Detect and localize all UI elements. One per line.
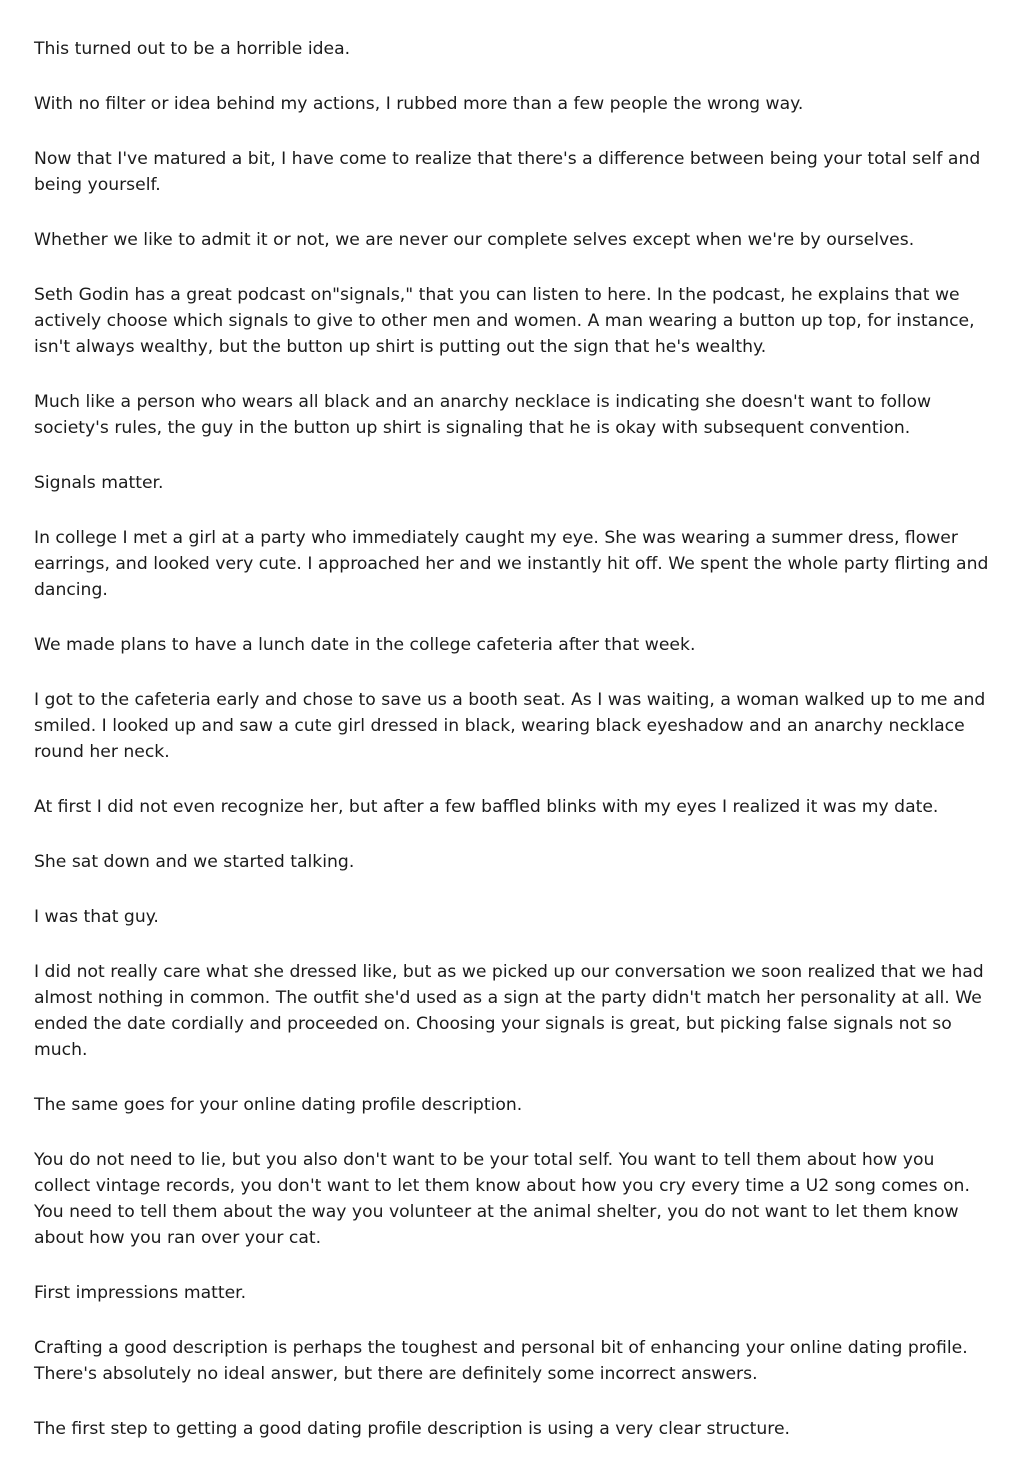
paragraph: This turned out to be a horrible idea. xyxy=(34,39,351,59)
paragraph: The same goes for your online dating profile description. xyxy=(34,1095,523,1115)
paragraph: The first step to getting a good dating profile description is using a very clear structure. xyxy=(34,1419,791,1439)
paragraph: With no filter or idea behind my actions, I rubbed more than a few people the wrong way. xyxy=(34,94,804,114)
paragraph: We made plans to have a lunch date in the college cafeteria after that week. xyxy=(34,635,696,655)
paragraph: In college I met a girl at a party who immediately caught my eye. She was wearing a summer dress, flower earrings, and looked very cute. I approached her and we instantly hit off. We spent the whole party flirting and dancing. xyxy=(34,528,989,600)
document-body xyxy=(34,36,994,1471)
paragraph: She sat down and we started talking. xyxy=(34,852,355,872)
paragraph: Now that I've matured a bit, I have come to realize that there's a difference between being your total self and being yourself. xyxy=(34,149,981,195)
paragraph: Seth Godin has a great podcast on"signals," that you can listen to here. In the podcast, he explains that we actively choose which signals to give to other men and women. A man wearing a button up top, for instance, isn't always wealthy, but the button up shirt is putting out the sign that he's wealthy. xyxy=(34,285,975,357)
paragraph: I did not really care what she dressed like, but as we picked up our conversation we soon realized that we had almost nothing in common. The outfit she'd used as a sign at the party didn't match her personality at all. We ended the date cordially and proceeded on. Choosing your signals is great, but picking false signals not so much. xyxy=(34,962,984,1060)
paragraph: I was that guy. xyxy=(34,907,159,927)
paragraph: At first I did not even recognize her, but after a few baffled blinks with my eyes I realized it was my date. xyxy=(34,797,939,817)
paragraph: Whether we like to admit it or not, we are never our complete selves except when we're by ourselves. xyxy=(34,230,915,250)
paragraph: I got to the cafeteria early and chose to save us a booth seat. As I was waiting, a woman walked up to me and smiled. I looked up and saw a cute girl dressed in black, wearing black eyeshadow and an anarchy necklace round her neck. xyxy=(34,690,986,762)
paragraph: You do not need to lie, but you also don't want to be your total self. You want to tell them about how you collect vintage records, you don't want to let them know about how you cry every time a U2 song comes on. You need to tell them about the way you volunteer at the animal shelter, you do not want to let them know about how you ran over your cat. xyxy=(34,1150,970,1248)
paragraph: First impressions matter. xyxy=(34,1283,247,1303)
paragraph: Much like a person who wears all black and an anarchy necklace is indicating she doesn't want to follow society's rules, the guy in the button up shirt is signaling that he is okay with subsequent convention. xyxy=(34,392,932,438)
paragraph: Crafting a good description is perhaps the toughest and personal bit of enhancing your online dating profile. There's absolutely no ideal answer, but there are definitely some incorrect answers. xyxy=(34,1338,968,1384)
paragraph: Signals matter. xyxy=(34,473,164,493)
